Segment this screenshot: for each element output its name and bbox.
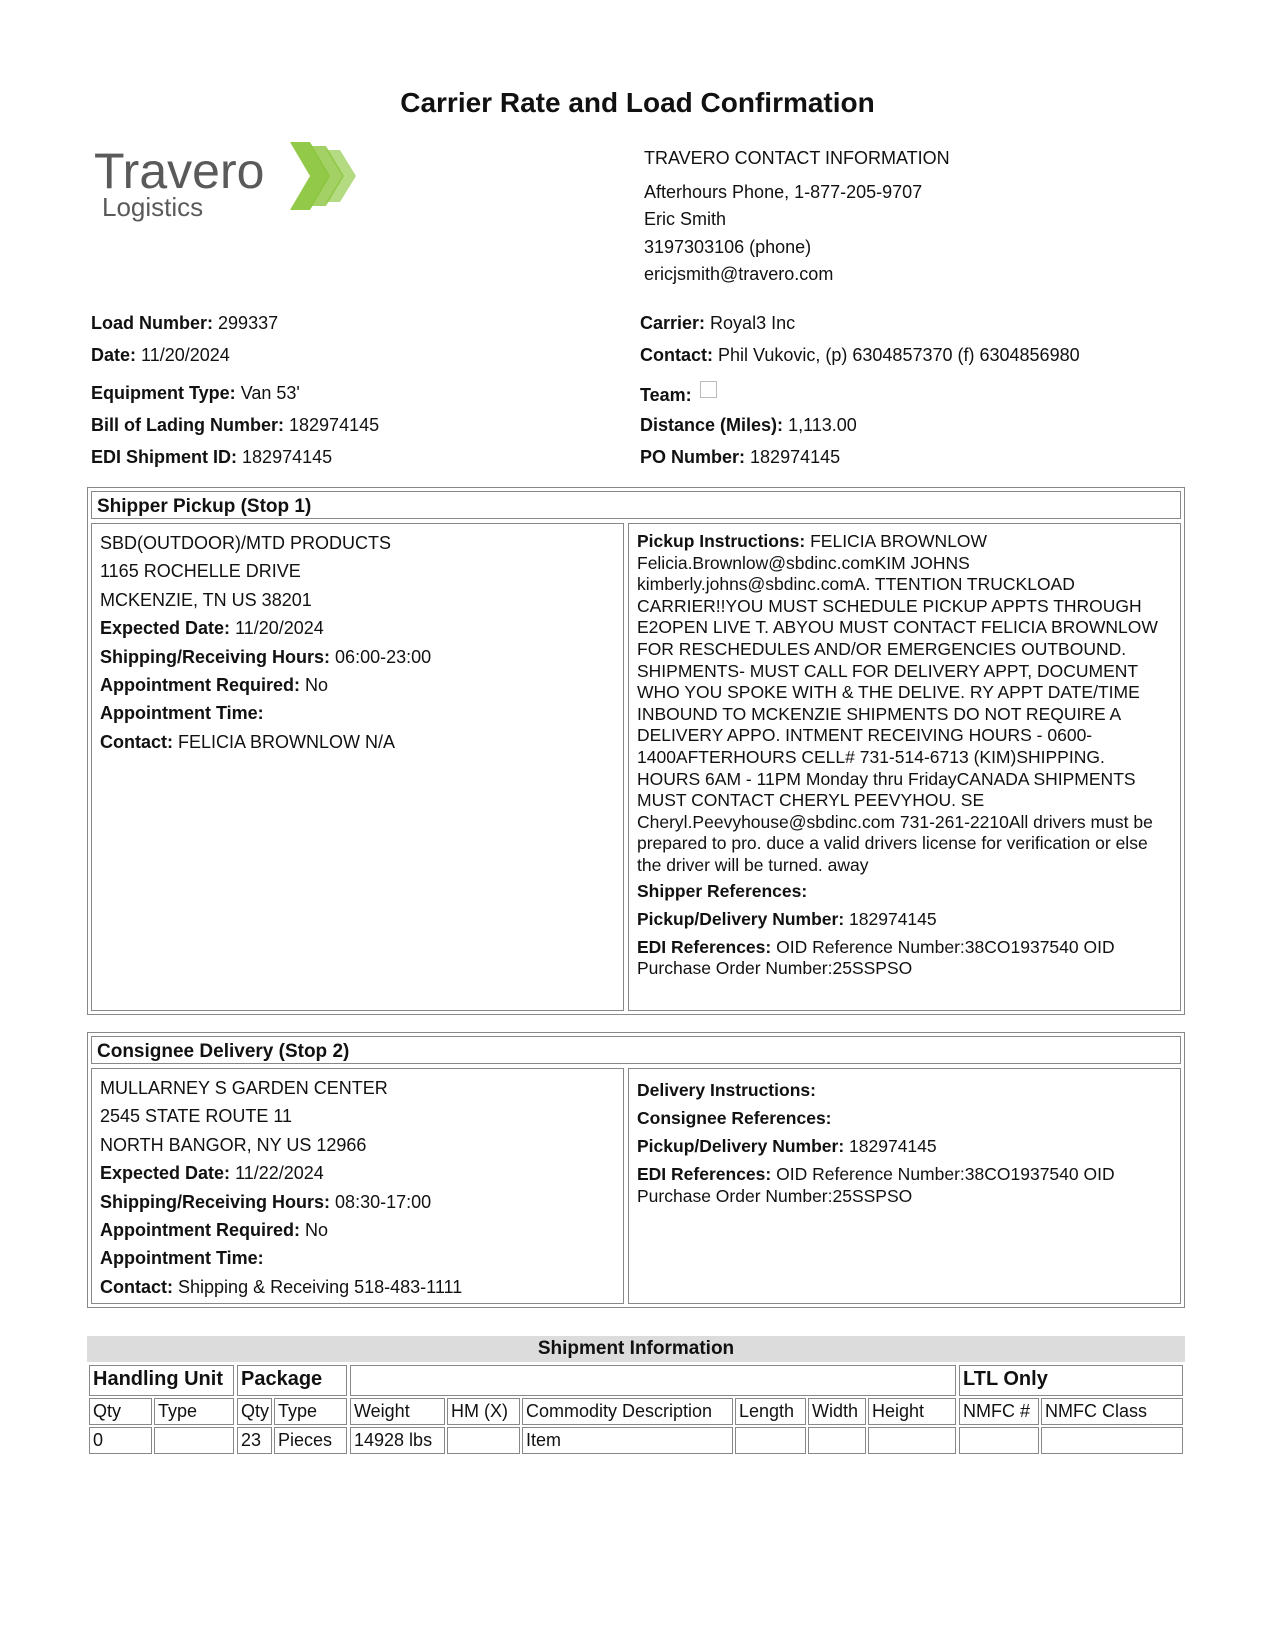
contact-email: ericjsmith@travero.com xyxy=(644,264,834,284)
stop2-heading: Consignee Delivery (Stop 2) xyxy=(91,1036,1181,1064)
logo-sub: Logistics xyxy=(102,192,204,222)
team-field: Team: xyxy=(640,381,717,406)
stop1-pd-number: Pickup/Delivery Number: 182974145 xyxy=(637,908,937,929)
col-length: Length xyxy=(735,1398,806,1425)
stop2-delivery-instructions: Delivery Instructions: xyxy=(637,1080,816,1100)
col-package-type: Type xyxy=(274,1398,347,1425)
stop2-appt-required: Appointment Required: No xyxy=(100,1220,329,1241)
stop1-name: SBD(OUTDOOR)/MTD PRODUCTS xyxy=(100,533,391,553)
cell-height xyxy=(868,1427,956,1454)
afterhours-phone: Afterhours Phone, 1-877-205-9707 xyxy=(644,181,923,202)
cell-width xyxy=(808,1427,866,1454)
col-nmfc-number: NMFC # xyxy=(959,1398,1039,1425)
stop1-hours: Shipping/Receiving Hours: 06:00-23:00 xyxy=(100,646,432,667)
stop2-instructions-cell xyxy=(628,1068,1181,1304)
po-number-field: PO Number: 182974145 xyxy=(640,447,841,467)
stop1-heading: Shipper Pickup (Stop 1) xyxy=(91,491,1181,519)
stop1-expected-date: Expected Date: 11/20/2024 xyxy=(100,618,324,639)
edi-shipment-id-field: EDI Shipment ID: 182974145 xyxy=(91,447,333,467)
contact-heading: TRAVERO CONTACT INFORMATION xyxy=(644,148,950,168)
stop2-pd-number: Pickup/Delivery Number: 182974145 xyxy=(637,1136,937,1156)
package-group: Package xyxy=(237,1365,347,1396)
contact-name: Eric Smith xyxy=(644,209,727,229)
cell-commodity: Item xyxy=(522,1427,733,1454)
stop1-shipper-references: Shipper References: xyxy=(637,880,808,901)
stop1-address-cell xyxy=(91,523,624,1011)
col-height: Height xyxy=(868,1398,956,1425)
stop1-address: 1165 ROCHELLE DRIVE xyxy=(100,561,301,582)
logo-word: Travero xyxy=(94,143,265,199)
stop2-city: NORTH BANGOR, NY US 12966 xyxy=(100,1134,367,1155)
cell-handling-qty: 0 xyxy=(89,1427,152,1454)
stop1-edi-references: EDI References: OID Reference Number:38CO1937540 OID Purchase Order Number:25SSPSO xyxy=(637,936,1115,979)
page-title: Carrier Rate and Load Confirmation xyxy=(400,87,875,118)
stop2-hours: Shipping/Receiving Hours: 08:30-17:00 xyxy=(100,1191,432,1212)
date-field: Date: 11/20/2024 xyxy=(91,345,230,365)
col-width: Width xyxy=(808,1398,866,1425)
stop2-name: MULLARNEY S GARDEN CENTER xyxy=(100,1078,388,1098)
cell-nmfc-number xyxy=(959,1427,1039,1454)
contact-phone: 3197303106 (phone) xyxy=(644,236,812,257)
cell-length xyxy=(735,1427,806,1454)
col-nmfc-class: NMFC Class xyxy=(1041,1398,1183,1425)
bill-of-lading-field: Bill of Lading Number: 182974145 xyxy=(91,415,380,435)
travero-contact-info xyxy=(644,145,950,289)
col-package-qty: Qty xyxy=(237,1398,272,1425)
cell-nmfc-class xyxy=(1041,1427,1183,1454)
load-number-field: Load Number: 299337 xyxy=(91,313,279,333)
cell-weight: 14928 lbs xyxy=(350,1427,445,1454)
stop1-appt-required: Appointment Required: No xyxy=(100,675,329,696)
cell-package-type: Pieces xyxy=(274,1427,347,1454)
stop1-instructions-cell xyxy=(628,523,1181,1011)
carrier-field: Carrier: Royal3 Inc xyxy=(640,313,796,333)
distance-field: Distance (Miles): 1,113.00 xyxy=(640,415,857,435)
stop1-appt-time: Appointment Time: xyxy=(100,703,264,724)
col-handling-qty: Qty xyxy=(89,1398,152,1425)
cell-package-qty: 23 xyxy=(237,1427,272,1454)
stop1-pickup-instructions: Pickup Instructions: FELICIA BROWNLOW Felicia.Brownlow@sbdinc.comKIM JOHNS kimberly.johns@sbdinc.comA. TTENTION TRUCKLOAD CARRIER!!YOU MUST SCHEDULE PICKUP APPTS THROUGH E2OPEN LIVE T. ABYOU MUST CONTACT FELICIA BROWNLOW FOR RESCHEDULES AND/OR EMERGENCIES OUTBOUND. SHIPMENTS- MUST CALL FOR DELIVERY APPT, DOCUMENT WHO YOU SPOKE WITH & THE DELIVE. RY APPT DATE/TIME INBOUND TO MCKENZIE SHIPMENTS DO NOT REQUIRE A DELIVERY APPO. INTMENT RECEIVING HOURS - 0600-1400AFTERHOURS CELL# 731-514-6713 (KIM)SHIPPING. HOURS 6AM - 11PM Monday thru FridayCANADA SHIPMENTS MUST CONTACT CHERYL PEEVYHOU. SE Cheryl.Peevyhouse@sbdinc.com 731-261-2210All drivers must be prepared to pro. duce a valid drivers license for verification or else the driver will be turned. away xyxy=(637,531,1158,875)
travero-logo xyxy=(94,138,374,233)
stop1-city: MCKENZIE, TN US 38201 xyxy=(100,589,312,610)
cell-handling-type xyxy=(154,1427,234,1454)
col-handling-type: Type xyxy=(154,1398,234,1425)
col-hazmat: HM (X) xyxy=(447,1398,520,1425)
col-commodity: Commodity Description xyxy=(522,1398,733,1425)
stop2-appt-time: Appointment Time: xyxy=(100,1248,264,1269)
stop2-consignee-references: Consignee References: xyxy=(637,1108,832,1128)
blank-group xyxy=(350,1365,956,1396)
cell-hazmat xyxy=(447,1427,520,1454)
ltl-only-group: LTL Only xyxy=(959,1365,1183,1396)
shipment-table xyxy=(87,1363,1185,1451)
logo-chevrons-icon xyxy=(94,138,374,233)
consignee-delivery-section xyxy=(87,1032,1185,1308)
shipper-pickup-section xyxy=(87,487,1185,1015)
carrier-contact-field: Contact: Phil Vukovic, (p) 6304857370 (f) 6304856980 xyxy=(640,345,1080,365)
equipment-type-field: Equipment Type: Van 53' xyxy=(91,383,300,403)
team-checkbox[interactable] xyxy=(700,381,717,398)
stop2-expected-date: Expected Date: 11/22/2024 xyxy=(100,1163,324,1184)
stop2-address: 2545 STATE ROUTE 11 xyxy=(100,1106,293,1127)
shipment-info-title: Shipment Information xyxy=(87,1336,1185,1362)
col-weight: Weight xyxy=(350,1398,445,1425)
stop2-contact: Contact: Shipping & Receiving 518-483-1111 xyxy=(100,1276,463,1297)
handling-unit-group: Handling Unit xyxy=(89,1365,234,1396)
stop2-address-cell xyxy=(91,1068,624,1304)
stop2-edi-references: EDI References: OID Reference Number:38CO1937540 OID Purchase Order Number:25SSPSO xyxy=(637,1164,1115,1206)
stop1-contact: Contact: FELICIA BROWNLOW N/A xyxy=(100,731,396,752)
